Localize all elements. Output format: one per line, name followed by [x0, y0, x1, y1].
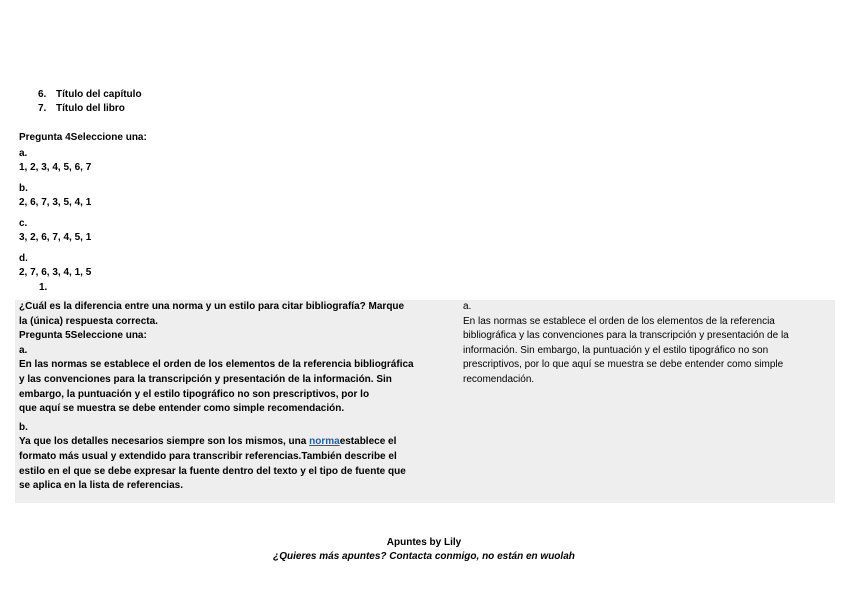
- answer-text-line: prescriptivos, por lo que aquí se muestra se debe entender como simple: [463, 359, 784, 371]
- option-text-line: y las convenciones para la transcripción y presentación de la información. Sin: [19, 373, 392, 385]
- option-letter: a.: [19, 148, 28, 159]
- list-text: Título del libro: [56, 103, 125, 114]
- answer-letter: a.: [463, 301, 472, 312]
- answer-text-line: recomendación.: [463, 373, 535, 385]
- numbered-list: [38, 88, 142, 116]
- option-text-line: estilo en el que se debe expresar la fuente dentro del texto y el tipo de fuente que: [19, 465, 406, 477]
- answer-option-a[interactable]: [19, 344, 449, 417]
- answer-option-c[interactable]: [19, 217, 439, 245]
- list-number: 7.: [38, 103, 47, 114]
- option-value: 1, 2, 3, 4, 5, 6, 7: [19, 162, 92, 173]
- answer-option-b[interactable]: [19, 182, 439, 210]
- option-value: 2, 6, 7, 3, 5, 4, 1: [19, 197, 92, 208]
- question-prompt: ¿Cuál es la diferencia entre una norma y un estilo para citar bibliografía? Marque: [19, 301, 405, 312]
- option-text: Ya que los detalles necesarios siempre son los mismos, una: [19, 436, 310, 448]
- question-5-cell: [19, 300, 449, 498]
- option-text-line: que aquí se muestra se debe entender como simple recomendación.: [19, 403, 345, 415]
- answer-cell: [463, 300, 829, 388]
- question-5-header: Pregunta 5Seleccione una:: [19, 330, 147, 342]
- list-text: Título del capítulo: [56, 89, 142, 100]
- option-letter: c.: [19, 218, 28, 229]
- list-item: [38, 102, 142, 116]
- option-letter: a.: [19, 344, 28, 356]
- option-value: 3, 2, 6, 7, 4, 5, 1: [19, 232, 92, 243]
- answer-option-a[interactable]: [19, 147, 439, 175]
- list-item: [38, 88, 142, 102]
- option-text-line: formato más usual y extendido para transcribir referencias.También describe el: [19, 450, 397, 462]
- answer-option-b[interactable]: [19, 421, 449, 494]
- trailing-list-item: 1.: [39, 282, 48, 293]
- footer-note: ¿Quieres más apuntes? Contacta conmigo, no están en wuolah: [273, 551, 575, 562]
- option-text-line: se aplica en la lista de referencias.: [19, 480, 183, 492]
- answer-text-line: En las normas se establece el orden de los elementos de la referencia: [463, 315, 775, 327]
- norma-link[interactable]: norma: [309, 436, 340, 448]
- option-text-line: En las normas se establece el orden de los elementos de la referencia bibliográfica: [19, 359, 414, 371]
- option-text: establece el: [339, 436, 397, 448]
- question-4-header: Pregunta 4Seleccione una:: [19, 132, 147, 143]
- option-text-line: embargo, la puntuación y el estilo tipográfico no son prescriptivos, por lo: [19, 388, 370, 400]
- footer-author: Apuntes by Lily: [386, 537, 462, 548]
- question-4: [19, 131, 439, 295]
- list-number: 6.: [38, 89, 47, 100]
- answer-option-d[interactable]: [19, 252, 439, 280]
- option-value: 2, 7, 6, 3, 4, 1, 5: [19, 267, 92, 278]
- option-letter: b.: [19, 183, 28, 194]
- page-footer: [0, 536, 848, 564]
- answer-text-line: bibliográfica y las convenciones para la transcripción y presentación de la: [463, 330, 789, 342]
- option-letter: b.: [19, 421, 28, 433]
- option-text-line: [19, 435, 449, 450]
- question-prompt: la (única) respuesta correcta.: [19, 315, 158, 327]
- question-5-table: [15, 300, 835, 503]
- answer-text-line: información. Sin embargo, la puntuación y el estilo tipográfico no son: [463, 344, 769, 356]
- option-letter: d.: [19, 253, 28, 264]
